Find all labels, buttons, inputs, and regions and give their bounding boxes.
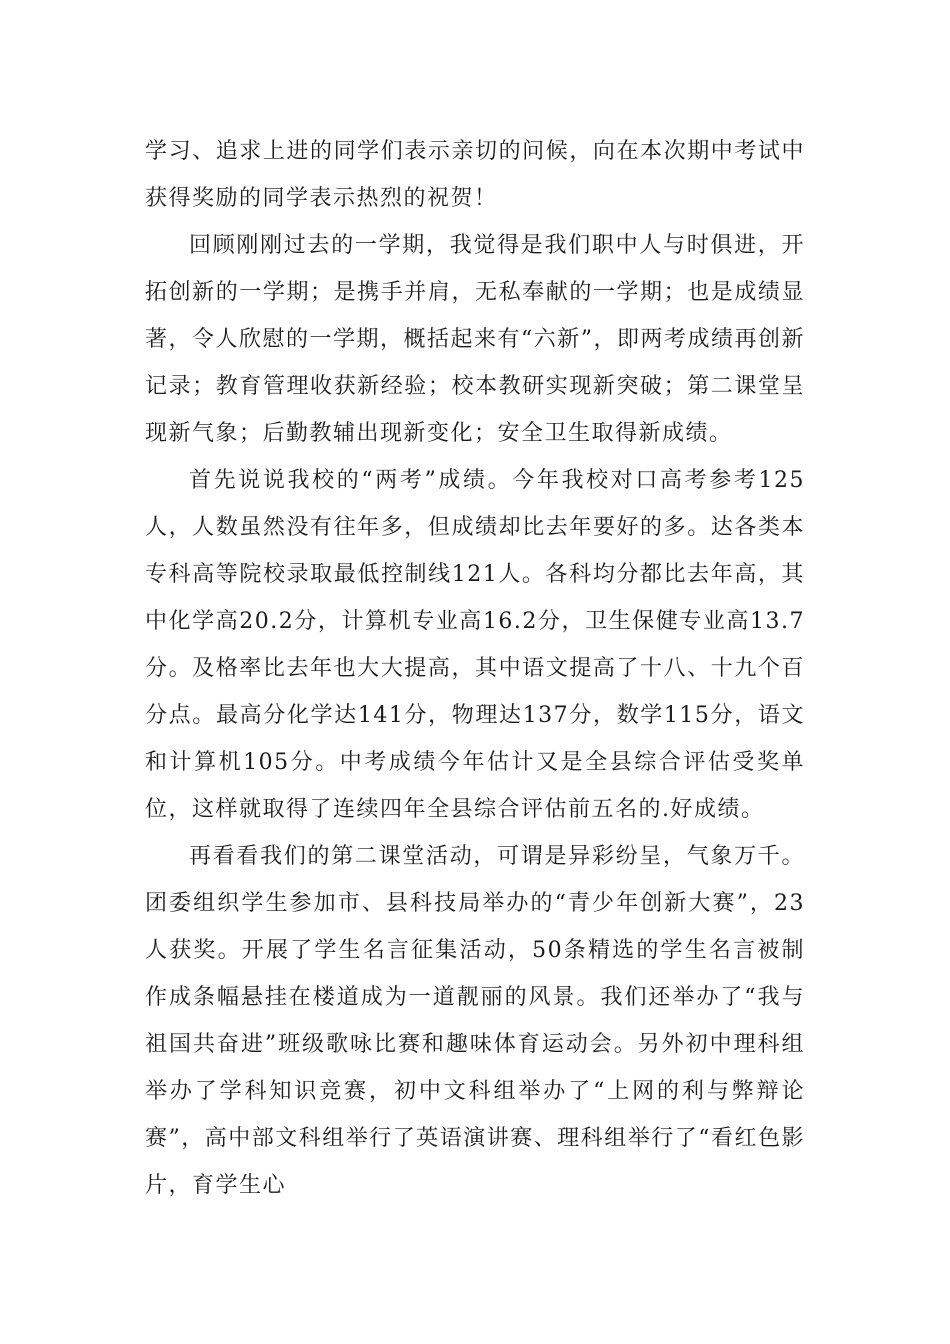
document-body [145, 128, 805, 1209]
paragraph-review: 回顾刚刚过去的一学期，我觉得是我们职中人与时俱进，开拓创新的一学期；是携手并肩，无私奉献的一学期；也是成绩显著，令人欣慰的一学期，概括起来有“六新”，即两考成绩再创新记录；教育管理收获新经验；校本教研实现新突破；第二课堂呈现新气象；后勤教辅出现新变化；安全卫生取得新成绩。 [145, 233, 805, 446]
paragraph-exam-results: 首先说说我校的“两考”成绩。今年我校对口高考参考125人，人数虽然没有往年多，但成绩却比去年要好的多。达各类本专科高等院校录取最低控制线121人。各科均分都比去年高，其中化学高20.2分，计算机专业高16.2分，卫生保健专业高13.7分。及格率比去年也大大提高，其中语文提高了十八、十九个百分点。最高分化学达141分，物理达137分，数学115分，语文和计算机105分。中考成绩今年估计又是全县综合评估受奖单位，这样就取得了连续四年全县综合评估前五名的.好成绩。 [145, 468, 805, 822]
paragraph-continued: 学习、追求上进的同学们表示亲切的问候，向在本次期中考试中获得奖励的同学表示热烈的祝贺！ [145, 139, 805, 211]
paragraph-activities: 再看看我们的第二课堂活动，可谓是异彩纷呈，气象万千。团委组织学生参加市、县科技局举办的“青少年创新大赛”，23人获奖。开展了学生名言征集活动，50条精选的学生名言被制作成条幅悬挂在楼道成为一道靓丽的风景。我们还举办了“我与祖国共奋进”班级歌咏比赛和趣味体育运动会。另外初中理科组举办了学科知识竞赛，初中文科组举办了“上网的利与弊辩论赛”，高中部文科组举行了英语演讲赛、理科组举行了“看红色影片，育学生心 [145, 844, 805, 1198]
